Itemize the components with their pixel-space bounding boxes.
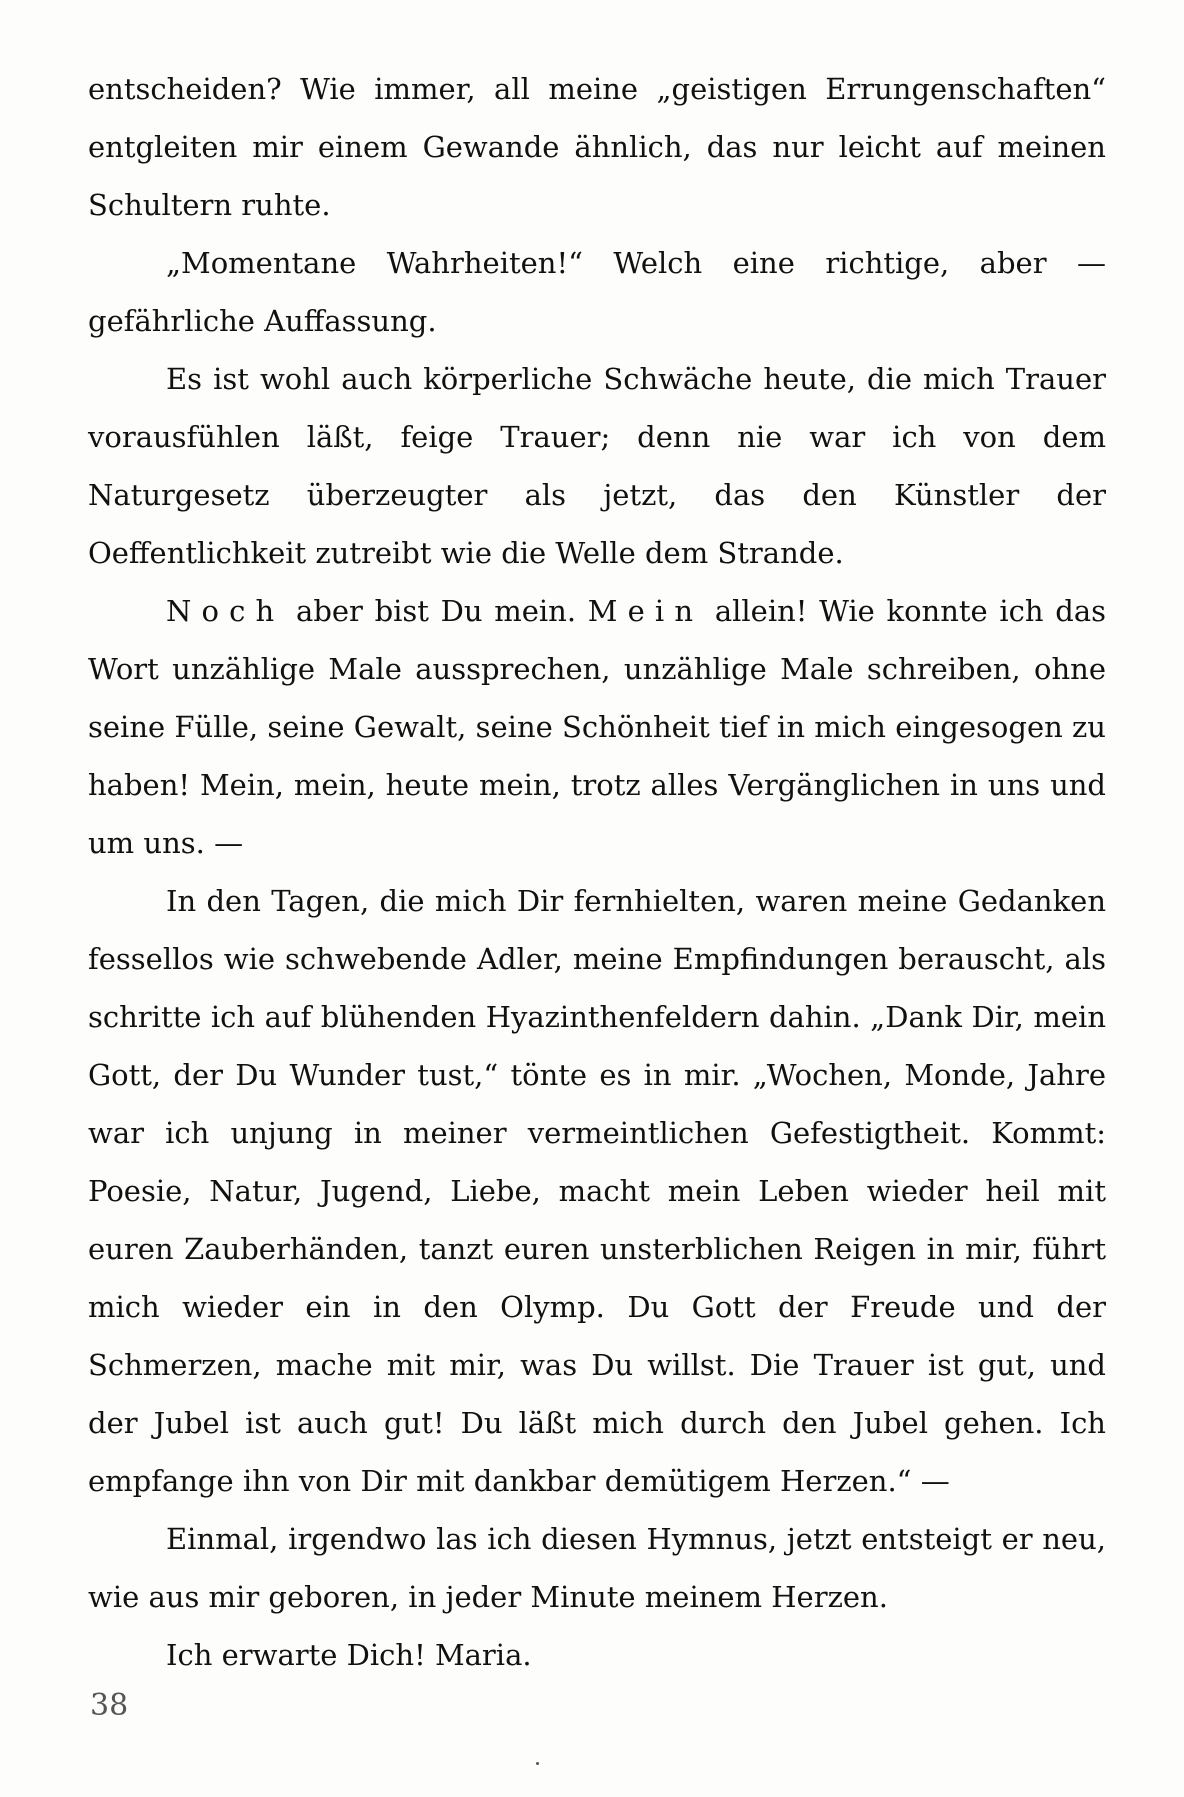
paragraph-1: entscheiden? Wie immer, all meine „geistigen Errungenschaften“ entgleiten mir einem Gewande ähnlich, das nur leicht auf meinen Schultern ruhte. — [88, 72, 1106, 222]
body-text — [88, 60, 1106, 1684]
emphasis-mein: Mein — [587, 594, 704, 628]
paragraph-7-signature: Ich erwarte Dich! Maria. — [166, 1638, 532, 1672]
ink-speck — [536, 1762, 539, 1765]
paragraph-6: Einmal, irgendwo las ich diesen Hymnus, jetzt entsteigt er neu, wie aus mir geboren, in jeder Minute meinem Herzen. — [88, 1522, 1106, 1614]
paragraph-5: In den Tagen, die mich Dir fernhielten, waren meine Gedanken fessellos wie schwebende Adler, meine Empfindungen berauscht, als schritte ich auf blühenden Hyazinthenfeldern dahin. „Dank Dir, mein Gott, der Du Wunder tust,“ tönte es in mir. „Wochen, Monde, Jahre war ich unjung in meiner vermeintlichen Gefestigtheit. Kommt: Poesie, Natur, Jugend, Liebe, macht mein Leben wieder heil mit euren Zauberhänden, tanzt euren unsterblichen Reigen in mir, führt mich wieder ein in den Olymp. Du Gott der Freude und der Schmerzen, mache mit mir, was Du willst. Die Trauer ist gut, und der Jubel ist auch gut! Du läßt mich durch den Jubel gehen. Ich empfange ihn von Dir mit dankbar demütigem Herzen.“ — — [88, 884, 1106, 1498]
page-number: 38 — [90, 1688, 129, 1723]
paragraph-4 — [88, 582, 1106, 872]
paragraph-2: „Momentane Wahrheiten!“ Welch eine richtige, aber — gefährliche Auffassung. — [88, 246, 1106, 338]
paragraph-4-text-a: aber bist Du mein. — [284, 594, 588, 628]
emphasis-noch: Noch — [166, 594, 285, 628]
paragraph-3: Es ist wohl auch körperliche Schwäche heute, die mich Trauer vorausfühlen läßt, feige Trauer; denn nie war ich von dem Naturgesetz überzeugter als jetzt, das den Künstler der Oeffentlichkeit zutreibt wie die Welle dem Strande. — [88, 362, 1106, 570]
paragraph-4-text-b: allein! Wie konnte ich das Wort unzählige Male aussprechen, unzählige Male schreiben, ohne seine Fülle, seine Gewalt, seine Schönheit tief in mich eingesogen zu haben! Mein, mein, heute mein, trotz alles Vergänglichen in uns und um uns. — — [88, 594, 1106, 860]
